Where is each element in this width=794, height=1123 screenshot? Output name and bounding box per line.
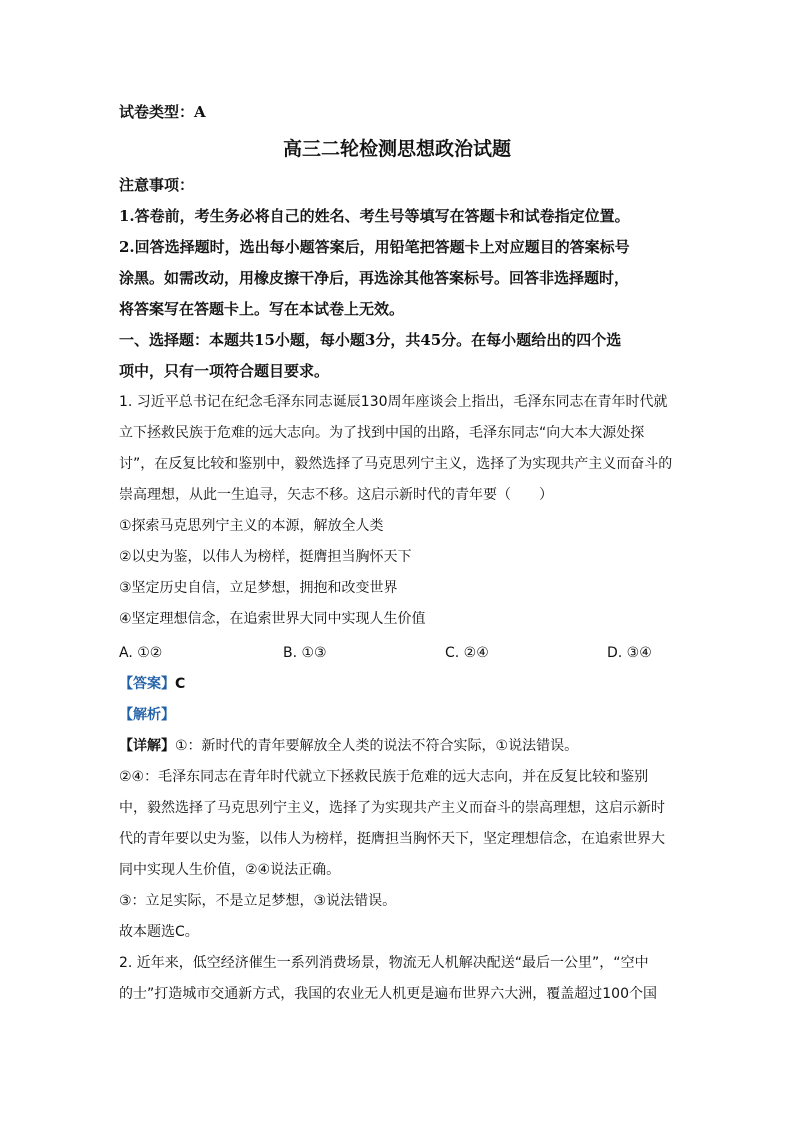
notes-line: 涂黑。如需改动，用橡皮擦干净后，再选涂其他答案标号。回答非选择题时， (119, 269, 630, 287)
q1-stem: 讨”，在反复比较和鉴别中，毅然选择了马克思列宁主义，选择了为实现共产主义而奋斗的 (119, 456, 673, 472)
notes-line: 将答案写在答题卡上。写在本试卷上无效。 (119, 300, 405, 318)
q2-stem: 的士”打造城市交通新方式，我国的农业无人机更是遍布世界六大洲，覆盖超过100个国 (119, 986, 657, 1002)
detail-line: ③：立足实际，不是立足梦想，③说法错误。 (119, 893, 397, 909)
q1-item: ②以史为鉴，以伟人为榜样，挺膺担当胸怀天下 (119, 549, 412, 565)
section-heading: 一、选择题：本题共15小题，每小题3分，共45分。在每小题给出的四个选 (119, 331, 622, 349)
detail-line: 代的青年要以史为鉴，以伟人为榜样，挺膺担当胸怀天下，坚定理想信念，在追索世界大 (119, 831, 665, 847)
notes-line: 1.答卷前，考生务必将自己的姓名、考生号等填写在答题卡和试卷指定位置。 (119, 207, 630, 225)
q1-item: ④坚定理想信念，在追索世界大同中实现人生价值 (119, 611, 426, 627)
q1-stem: 立下拯救民族于危难的远大志向。为了找到中国的出路，毛泽东同志“向大本大源处探 (119, 425, 645, 441)
detail-line: ②④：毛泽东同志在青年时代就立下拯救民族于危难的远大志向，并在反复比较和鉴别 (119, 769, 649, 785)
option-a: A. ①② (119, 645, 163, 661)
q1-stem: 1. 习近平总书记在纪念毛泽东同志诞辰130周年座谈会上指出，毛泽东同志在青年时代就 (119, 394, 668, 410)
detail-text: ①：新时代的青年要解放全人类的说法不符合实际，①说法错误。 (175, 738, 579, 754)
notes-line: 2.回答选择题时，选出每小题答案后，用铅笔把答题卡上对应题目的答案标号 (119, 238, 630, 256)
q1-stem: 崇高理想，从此一生追寻，矢志不移。这启示新时代的青年要（ ） (119, 487, 553, 503)
page-title: 高三二轮检测思想政治试题 (282, 138, 511, 160)
q2-stem: 2. 近年来，低空经济催生一系列消费场景，物流无人机解决配送“最后一公里”，“空中 (119, 955, 649, 971)
option-b: B. ①③ (283, 645, 327, 661)
answer-row (119, 674, 679, 694)
analysis-row (119, 705, 679, 725)
option-c: C. ②④ (445, 645, 489, 661)
paper-type: 试卷类型：A (119, 103, 206, 121)
detail-line: 同中实现人生价值，②④说法正确。 (119, 862, 341, 878)
section-heading: 项中，只有一项符合题目要求。 (119, 362, 330, 380)
detail-label: 【详解】 (119, 738, 175, 754)
analysis-label: 【解析】 (119, 707, 175, 723)
detail-row (119, 736, 679, 756)
detail-line: 故本题选C。 (119, 924, 199, 940)
detail-line: 中，毅然选择了马克思列宁主义，选择了为实现共产主义而奋斗的崇高理想，这启示新时 (119, 800, 665, 816)
notes-heading: 注意事项： (119, 176, 195, 194)
answer-label: 【答案】 (119, 676, 175, 692)
option-d: D. ③④ (607, 645, 652, 661)
q1-item: ①探索马克思列宁主义的本源，解放全人类 (119, 518, 384, 534)
q1-item: ③坚定历史自信，立足梦想，拥抱和改变世界 (119, 580, 398, 596)
answer-value: C (175, 676, 186, 692)
